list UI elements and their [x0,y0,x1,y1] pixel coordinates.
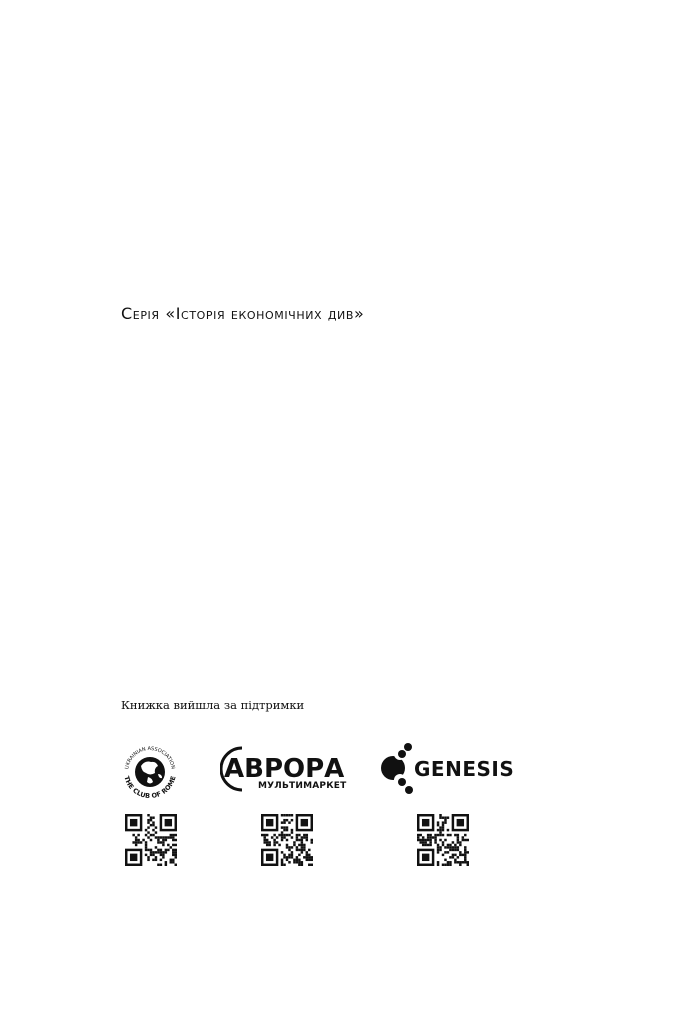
series-title: Серія «Історія економічних див» [121,304,365,323]
avrora-logo [220,744,356,794]
club-subtitle-text: UKRAINIAN ASSOCIATION [124,745,176,770]
avrora-name-text: АВРОРА [224,754,345,784]
genesis-logo [380,742,515,796]
genesis-dots-icon [380,742,414,796]
qr-code-avrora[interactable] [261,814,313,866]
qr-code-club-of-rome[interactable] [125,814,177,866]
globe-icon [118,740,182,804]
support-text: Книжка вийшла за підтримки [121,698,305,712]
club-of-rome-logo [118,740,182,804]
avrora-subtitle: МУЛЬТИМАРКЕТ [258,781,347,791]
qr-code-icon [125,814,177,866]
club-name-text: THE CLUB OF ROME [122,775,178,801]
qr-code-genesis[interactable] [417,814,469,866]
genesis-name: GENESIS [414,757,515,781]
qr-code-icon [417,814,469,866]
qr-code-icon [261,814,313,866]
